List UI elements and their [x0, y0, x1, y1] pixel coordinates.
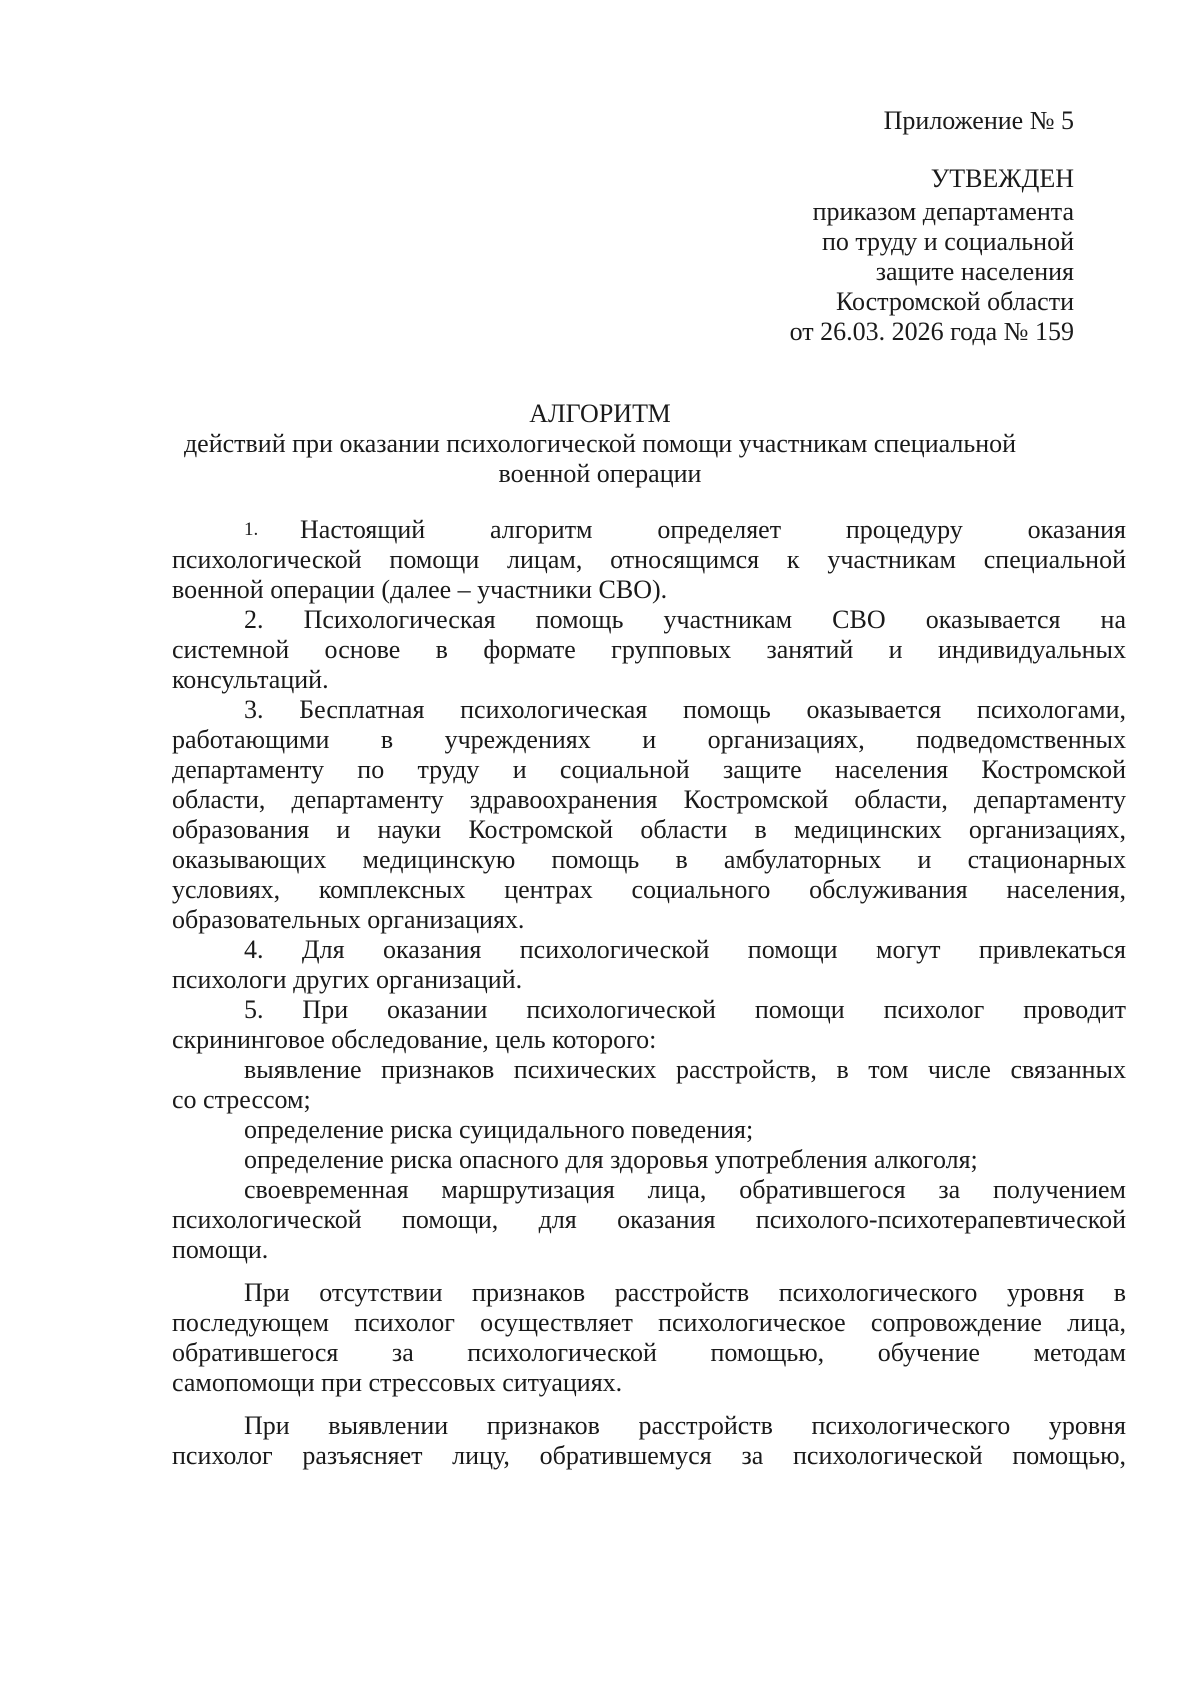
- body-text-line: 2. Психологическая помощь участникам СВО оказывается на: [244, 605, 1126, 634]
- body-text-line: образования и науки Костромской области в медицинских организациях,: [172, 815, 1126, 844]
- approval-line: Костромской области: [835, 287, 1074, 316]
- body-text-line: работающими в учреждениях и организациях, подведомственных: [172, 725, 1126, 754]
- paragraph-gap: [172, 1265, 1126, 1278]
- body-text-line: скрининговое обследование, цель которого:: [172, 1025, 657, 1054]
- body-text-line: области, департаменту здравоохранения Костромской области, департаменту: [172, 785, 1126, 814]
- body-text-line: психологической помощи лицам, относящимся к участникам специальной: [172, 545, 1126, 574]
- body-text-line: самопомощи при стрессовых ситуациях.: [172, 1368, 623, 1397]
- body-text-line: военной операции (далее – участники СВО).: [172, 575, 668, 604]
- body-text-segment: Настоящий алгоритм определяет процедуру оказания: [300, 515, 1126, 544]
- body-text-line: консультаций.: [172, 665, 329, 694]
- body-text-line: психологи других организаций.: [172, 965, 523, 994]
- body-text-line: своевременная маршрутизация лица, обратившегося за получением: [244, 1175, 1126, 1204]
- body-text-line: помощи.: [172, 1235, 269, 1264]
- body-text-line: департаменту по труду и социальной защите населения Костромской: [172, 755, 1126, 784]
- body-text-line: При отсутствии признаков расстройств психологического уровня в: [244, 1278, 1126, 1307]
- body-text-line: [172, 515, 1126, 545]
- document-heading: АЛГОРИТМ: [529, 399, 671, 428]
- body-text-line: психолог разъясняет лицу, обратившемуся за психологической помощью,: [172, 1441, 1126, 1470]
- document-subtitle-line: действий при оказании психологической помощи участникам специальной: [183, 429, 1017, 458]
- approval-line: приказом департамента: [812, 197, 1074, 226]
- body-text-line: оказывающих медицинскую помощь в амбулаторных и стационарных: [172, 845, 1126, 874]
- appendix-number: Приложение № 5: [883, 106, 1074, 135]
- body-text-line: психологической помощи, для оказания психолого-психотерапевтической: [172, 1205, 1126, 1234]
- body-text-line: со стрессом;: [172, 1085, 311, 1114]
- paragraph-gap: [172, 1398, 1126, 1411]
- approval-line: по труду и социальной: [821, 227, 1074, 256]
- approval-line: защите населения: [875, 257, 1074, 286]
- body-text-line: обратившегося за психологической помощью, обучение методам: [172, 1338, 1126, 1367]
- document-body: [172, 515, 1126, 1471]
- body-text-line: 5. При оказании психологической помощи психолог проводит: [244, 995, 1126, 1024]
- body-text-line: условиях, комплексных центрах социального обслуживания населения,: [172, 875, 1126, 904]
- body-text-line: 3. Бесплатная психологическая помощь оказывается психологами,: [244, 695, 1126, 724]
- body-text-line: выявление признаков психических расстройств, в том числе связанных: [244, 1055, 1126, 1084]
- list-item-number: 1.: [244, 519, 259, 540]
- document-subtitle-line: военной операции: [498, 459, 702, 488]
- body-text-line: образовательных организациях.: [172, 905, 525, 934]
- body-text-line: При выявлении признаков расстройств психологического уровня: [244, 1411, 1126, 1440]
- body-text-line: последующем психолог осуществляет психологическое сопровождение лица,: [172, 1308, 1126, 1337]
- body-text-line: 4. Для оказания психологической помощи могут привлекаться: [244, 935, 1126, 964]
- approval-stamp-title: УТВЕЖДЕН: [930, 164, 1074, 193]
- body-text-line: системной основе в формате групповых занятий и индивидуальных: [172, 635, 1126, 664]
- body-text-line: определение риска суицидального поведения;: [244, 1115, 754, 1144]
- approval-date-line: от 26.03. 2026 года № 159: [789, 317, 1074, 346]
- body-text-line: определение риска опасного для здоровья употребления алкоголя;: [244, 1145, 978, 1174]
